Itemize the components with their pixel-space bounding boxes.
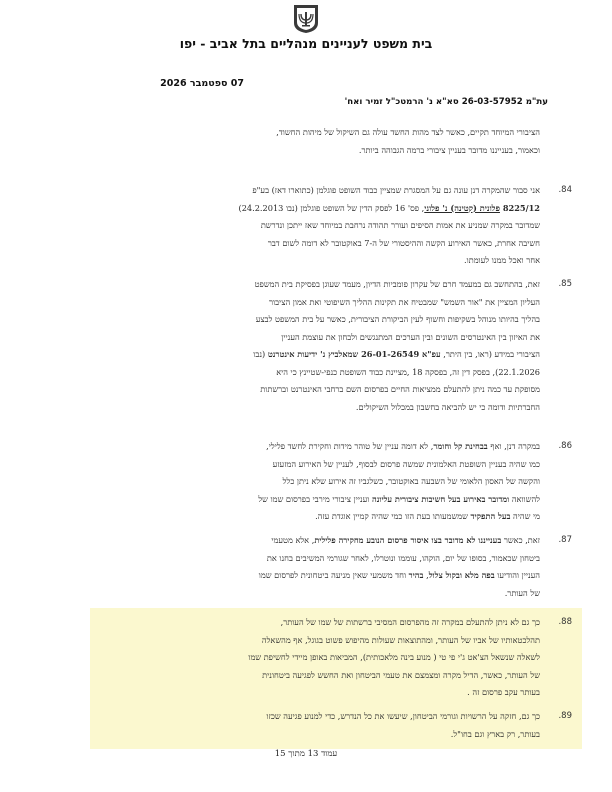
text-run: , לא דומה עניין של טוהר מידות וחקירת לחשד פלילי, [266,441,434,451]
citation-detail: , פס' 16 לפסק הדין של השופט פוגלמן (נבו 24.2.2013) [238,202,425,213]
paragraph-number: .89 [558,711,572,721]
paragraph-line: כך גם, חזקה על הרשויות וגורמי הביטחון, שיעשו את כל הנדרש, כדי למנוע פגיעה שכזו [266,711,540,721]
text-run: להשוואה [509,493,540,504]
paragraph-line: חשיבה אחרת, כאשר האירוע הקשה וההיסטורי של ה-7 באוקטובר לא דומה לשום דבר [267,237,540,248]
paragraph-line: העליון המציין את "אור השמש" שמבטיח את תקינות ההליך השיפוטי ואת אמון הציבור [268,296,540,307]
emphasis: בעל התפקיד [470,511,511,521]
paragraph-line [100,200,540,218]
text-run: במקרה דנן, ואף [487,441,540,451]
court-title: בית משפט לעניינים מנהליים בתל אביב - יפו [179,36,433,51]
paragraph-line [100,567,540,585]
paragraph-line [100,438,540,456]
text-run: שמשמעותו בעת הזו כמי שהיה קמיין אוגדת עזה. [315,511,471,521]
text-run: , [423,570,429,580]
paragraph-line: אני סבור שהמקרה דנן עונה גם על המסגרת שמציין כבוד השופט פוגלמן (כתוארו דאז) בע"פ [252,185,540,195]
paragraph-88 [100,614,572,702]
emphasis: בבחינת קל וחומר [433,441,488,451]
case-name: פלונית (קטינה) נ' פלוני [424,202,500,213]
intro-paragraph [100,124,540,159]
emphasis: ומדובר באירוע בעל חשיבות ציבורית עליונה [371,493,510,504]
citation-detail: (נבו [253,349,268,359]
paragraph-line: כמו שהיה בעניין השופטת האלמונית שמשה פרסום לבסוף, לעניין של האירוע המזעזע [272,458,540,469]
emphasis: בענייננו לא מדובר בצו איסור פרסום הנובע מחקירה פלילית [314,535,502,545]
paragraph-number: .88 [558,617,572,627]
paragraph-89 [100,708,572,743]
paragraph-line: והקשה של האסון הלאומי של השבעה באוקטובר, כשלגביו זה אירוע שלא ניתן כלל [282,476,540,486]
paragraph-line: ביטחון שכאמור, בסופו של יום, הוקהו, עוממו ונוטרלו, לאחר שגורמי המשיבים בחנו את [266,552,540,563]
paragraph-85 [100,276,572,416]
text-run: וחד משמעי שאין מניעה ביטחונית לפרסום שמו [258,570,409,580]
case-citation: עפ"א 26-01-26549 שמאלביץ נ' ידיעות אינטרנט [267,349,441,359]
paragraph-line: החברתיות ודומה כי יש להביאה בחשבון במכלול השיקולים. [355,401,540,412]
paragraph-line: 22.1.2026), בפסק דין זה, בפסקה 18 ,מציינת כבוד השופטת כנפי-שטיינץ כי היא [276,366,540,377]
paragraph-line: תהלכטאותיו של אביו של העותר, ומהתוצאות שעולות מהיפוש פשוט בגוגל, אף מהשאלה [261,634,540,645]
page-number: עמוד 13 מתוך 15 [274,749,338,759]
paragraph-number: .86 [558,441,572,451]
paragraph-number: .84 [558,185,572,195]
paragraph-84 [100,182,572,270]
paragraph-86 [100,438,572,526]
text-run: זאת, כאשר [501,535,540,545]
paragraph-line [100,491,540,509]
paragraph-line: שמדובר במקרה שמניע את אמות הסיפים ועורר תהודה נרחבת במיוחד שאז ייתכן ונדרשת [260,220,540,230]
paragraph-87 [100,532,572,602]
paragraph-line: את האיזון בין האינטרסים השונים ובין הערכים המתנגשים ולבחון את עוצמת העניין [281,331,540,342]
text-run: ועניין ציבורי מירבי בפרסום שמו של [258,493,372,504]
paragraph-line: לשאלה שנשאל הצ'אט ג'י פי טי ( מנוע בינה מלאכותית), המביאות באופן מיידי לחשיפת שמו [248,652,540,662]
intro-line: הציבורי המיוחד תקיים, כאשר לצד מהות החשד עולה גם השיקול של מיהות החשוד, [276,127,540,137]
paragraph-line: בעותר, רק בארץ וגם בחו"ל. [450,728,540,739]
paragraph-line: בעותר עקב פרסום זה . [467,687,540,697]
case-citation: 8225/12 [499,202,540,213]
paragraph-line: כך גם לא ניתן להתעלם במקרה זה מהפרסום המסיבי ברשתות של שמו של העותר, [280,617,540,627]
paragraph-line: אחר ואכל ממנו לעומתו. [464,255,540,265]
case-number: עת"מ 26-03-57952 סא"א נ' הרמטכ"ל זמיר ואח' [344,97,548,107]
paragraph-line [100,346,540,364]
paragraph-number: .87 [558,535,572,545]
emphasis: בפה מלא ובקול צלול [428,570,495,580]
intro-line: וכאמור, בענייננו מדובר בעניין ציבורי ברמה הגבוהה ביותר. [358,144,540,155]
paragraph-line: מסופקת עד כמה ניתן להתעלם ממציאות החיים בפרסום השם ברחבי האינטרנט וברשתות [260,384,540,394]
paragraph-line [100,532,540,550]
paragraph-line: של העותר. [504,587,540,598]
paragraph-number: .85 [558,279,572,289]
paragraph-line [100,508,540,526]
paragraph-line: של העותר, כאשר, הדיל מקרה ומצמצם את טעמי הביטחון ואת החשש לפגיעה ביטחונית [262,669,540,680]
citation-intro: הציבורי במידע (ראו, בין היתר, [440,349,540,359]
text-run: מי שהיה [510,511,540,521]
paragraph-line: זאת, בהתחשב גם במעמד חרם של עקרון פומביות הדיון, מעמד שעוגן בפסיקת בית המשפט [254,279,540,289]
text-run: העניין והודיעו [494,570,540,580]
paragraph-line: בהליך בהיותו מנוהל בשקיפות וחשוף לעין הביקורת הציבורית, כאשר על בית המשפט לבצע [255,314,540,324]
text-run: , אלא מטעמי [271,535,315,545]
state-emblem-icon [293,4,319,34]
emphasis: בהיר [408,570,424,580]
document-date: 07 ספטמבר 2026 [160,78,244,89]
